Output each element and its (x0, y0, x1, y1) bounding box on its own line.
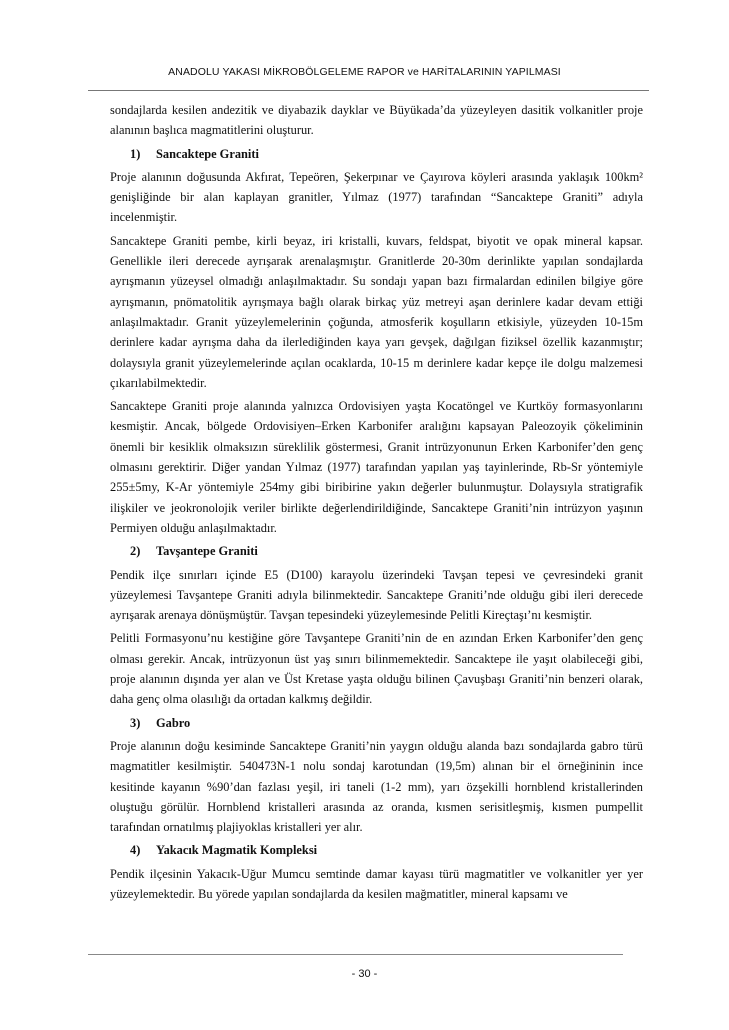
section-heading-gabro (110, 713, 643, 733)
section-number: 2) (130, 544, 141, 559)
paragraph: Pelitli Formasyonu’nu kestiğine göre Tavşantepe Graniti’nin de en azından Erken Karbonifer’den genç olması gerekir. Ancak, intrüzyonun üst yaş sınırı bilinmemektedir. Sancaktepe ile yaşıt olabileceği gibi, proje alanının dışında yer alan ve Üst Kretase yaşta olduğu bilinen Çavuşbaşı Graniti’nin benzeri olarak, daha genç olma olasılığı da ortadan kalkmış değildir. (110, 631, 643, 707)
section-title: Sancaktepe Graniti (156, 146, 259, 161)
section-title: Gabro (156, 715, 191, 730)
paragraph: Proje alanının doğu kesiminde Sancaktepe Graniti’nin yaygın olduğu alanda bazı sondajlarda gabro türü magmatitler kesilmiştir. 540473N-1 nolu sondaj karotundan (19,5m) alınan bir el örneğininin ince kesitinde kayanın %90’dan fazlası yeşil, iri taneli (1-2 mm), yarı özşekilli hornblend kristallerinden oluştuğu görülür. Hornblend kristalleri arasında az oranda, kısmen serisitleşmiş, kısmen pumpellit tarafından ornatılmış plajiyoklas kristalleri yer alır. (110, 738, 643, 835)
section-heading-tavsantepe (110, 541, 643, 561)
paragraph: Pendik ilçesinin Yakacık-Uğur Mumcu semtinde damar kayası türü magmatitler ve volkanitler yer yer yüzeylemektedir. Bu yörede yapılan sondajlarda da kesilen mağmatitler, mineral kapsamı ve (110, 866, 643, 901)
header-divider (88, 90, 649, 91)
running-header: ANADOLU YAKASI MİKROBÖLGELEME RAPOR ve HARİTALARININ YAPILMASI (168, 66, 561, 78)
paragraph: Proje alanının doğusunda Akfırat, Tepeören, Şekerpınar ve Çayırova köyleri arasında yaklaşık 100km² genişliğinde bir alan kaplayan granitler, Yılmaz (1977) tarafından “Sancaktepe Graniti” adıyla incelenmiştir. (110, 169, 643, 225)
section-title: Tavşantepe Graniti (156, 544, 258, 559)
section-number: 3) (130, 715, 141, 730)
footer-divider (88, 954, 623, 955)
section-heading-yakacik (110, 840, 643, 860)
section-number: 1) (130, 146, 141, 161)
page-number: - 30 - (351, 968, 378, 980)
paragraph: Sancaktepe Graniti pembe, kirli beyaz, iri kristalli, kuvars, feldspat, biyotit ve opak mineral kapsar. Genellikle ileri derecede ayrışarak arenalaşmıştır. Granitlerde 20-30m derinlikte yapılan sondajlarda ayrışmanın yüzeysel olmadığı anlaşılmaktadır. Su sondajı yapan bazı firmalardan edinilen bilgiye göre ayrışmanın, pnömatolitik ayrışmaya bağlı olarak birkaç yüz metreyi aşan derinlere kadar devam ettiği anlaşılmaktadır. Granit yüzeylemelerinin çoğunda, atmosferik koşulların etkisiyle, yüzeyden 10-15m derinlere kadar ayrışma daha da ilerlediğinden kaya yarı gevşek, dağılgan fiziksel özellik kazanmıştır; dolaysıyla granit yüzeylemelerinde açılan ocaklarda, 10-15 m derinlere kadar kepçe ile dolgu malzemesi çıkarılabilmektedir. (110, 233, 643, 390)
paragraph-intro: sondajlarda kesilen andezitik ve diyabazik dayklar ve Büyükada’da yüzeyleyen dasitik volkanitler proje alanının başlıca magmatitlerini oluşturur. (110, 103, 643, 138)
body-text (110, 100, 643, 907)
paragraph: Sancaktepe Graniti proje alanında yalnızca Ordovisiyen yaşta Kocatöngel ve Kurtköy formasyonlarını kesmiştir. Ancak, bölgede Ordovisiyen–Erken Karbonifer aralığını kapsayan Paleozoyik çökeliminin önemli bir kesiklik olmaksızın süreklilik göstermesi, Granit intrüzyonunun Erken Karbonifer’den genç olmasını gerektirir. Diğer yandan Yılmaz (1977) tarafından yapılan yaş tayinlerinde, Rb-Sr yöntemiyle 255±5my, K-Ar yöntemiyle 254my gibi biribirine yakın değerler bulunmuştur. Dolaysıyla stratigrafik ilişkiler ve jeokronolojik veriler birlikte değerlendirildiğinde, Sancaktepe Graniti’nin intrüzyon yaşının Permiyen olduğu anlaşılmaktadır. (110, 399, 643, 535)
section-number: 4) (130, 843, 141, 858)
section-heading-sancaktepe (110, 144, 643, 164)
section-title: Yakacık Magmatik Kompleksi (156, 843, 318, 858)
paragraph: Pendik ilçe sınırları içinde E5 (D100) karayolu üzerindeki Tavşan tepesi ve çevresindeki granit yüzeylemesi Tavşantepe Graniti adıyla bilinmektedir. Sancaktepe Graniti’nde olduğu gibi ileri derecede ayrışarak arenaya dönüşmüştür. Tavşan tepesindeki yüzeylemesinde Pelitli Kireçtaşı’nı kesmiştir. (110, 567, 643, 623)
